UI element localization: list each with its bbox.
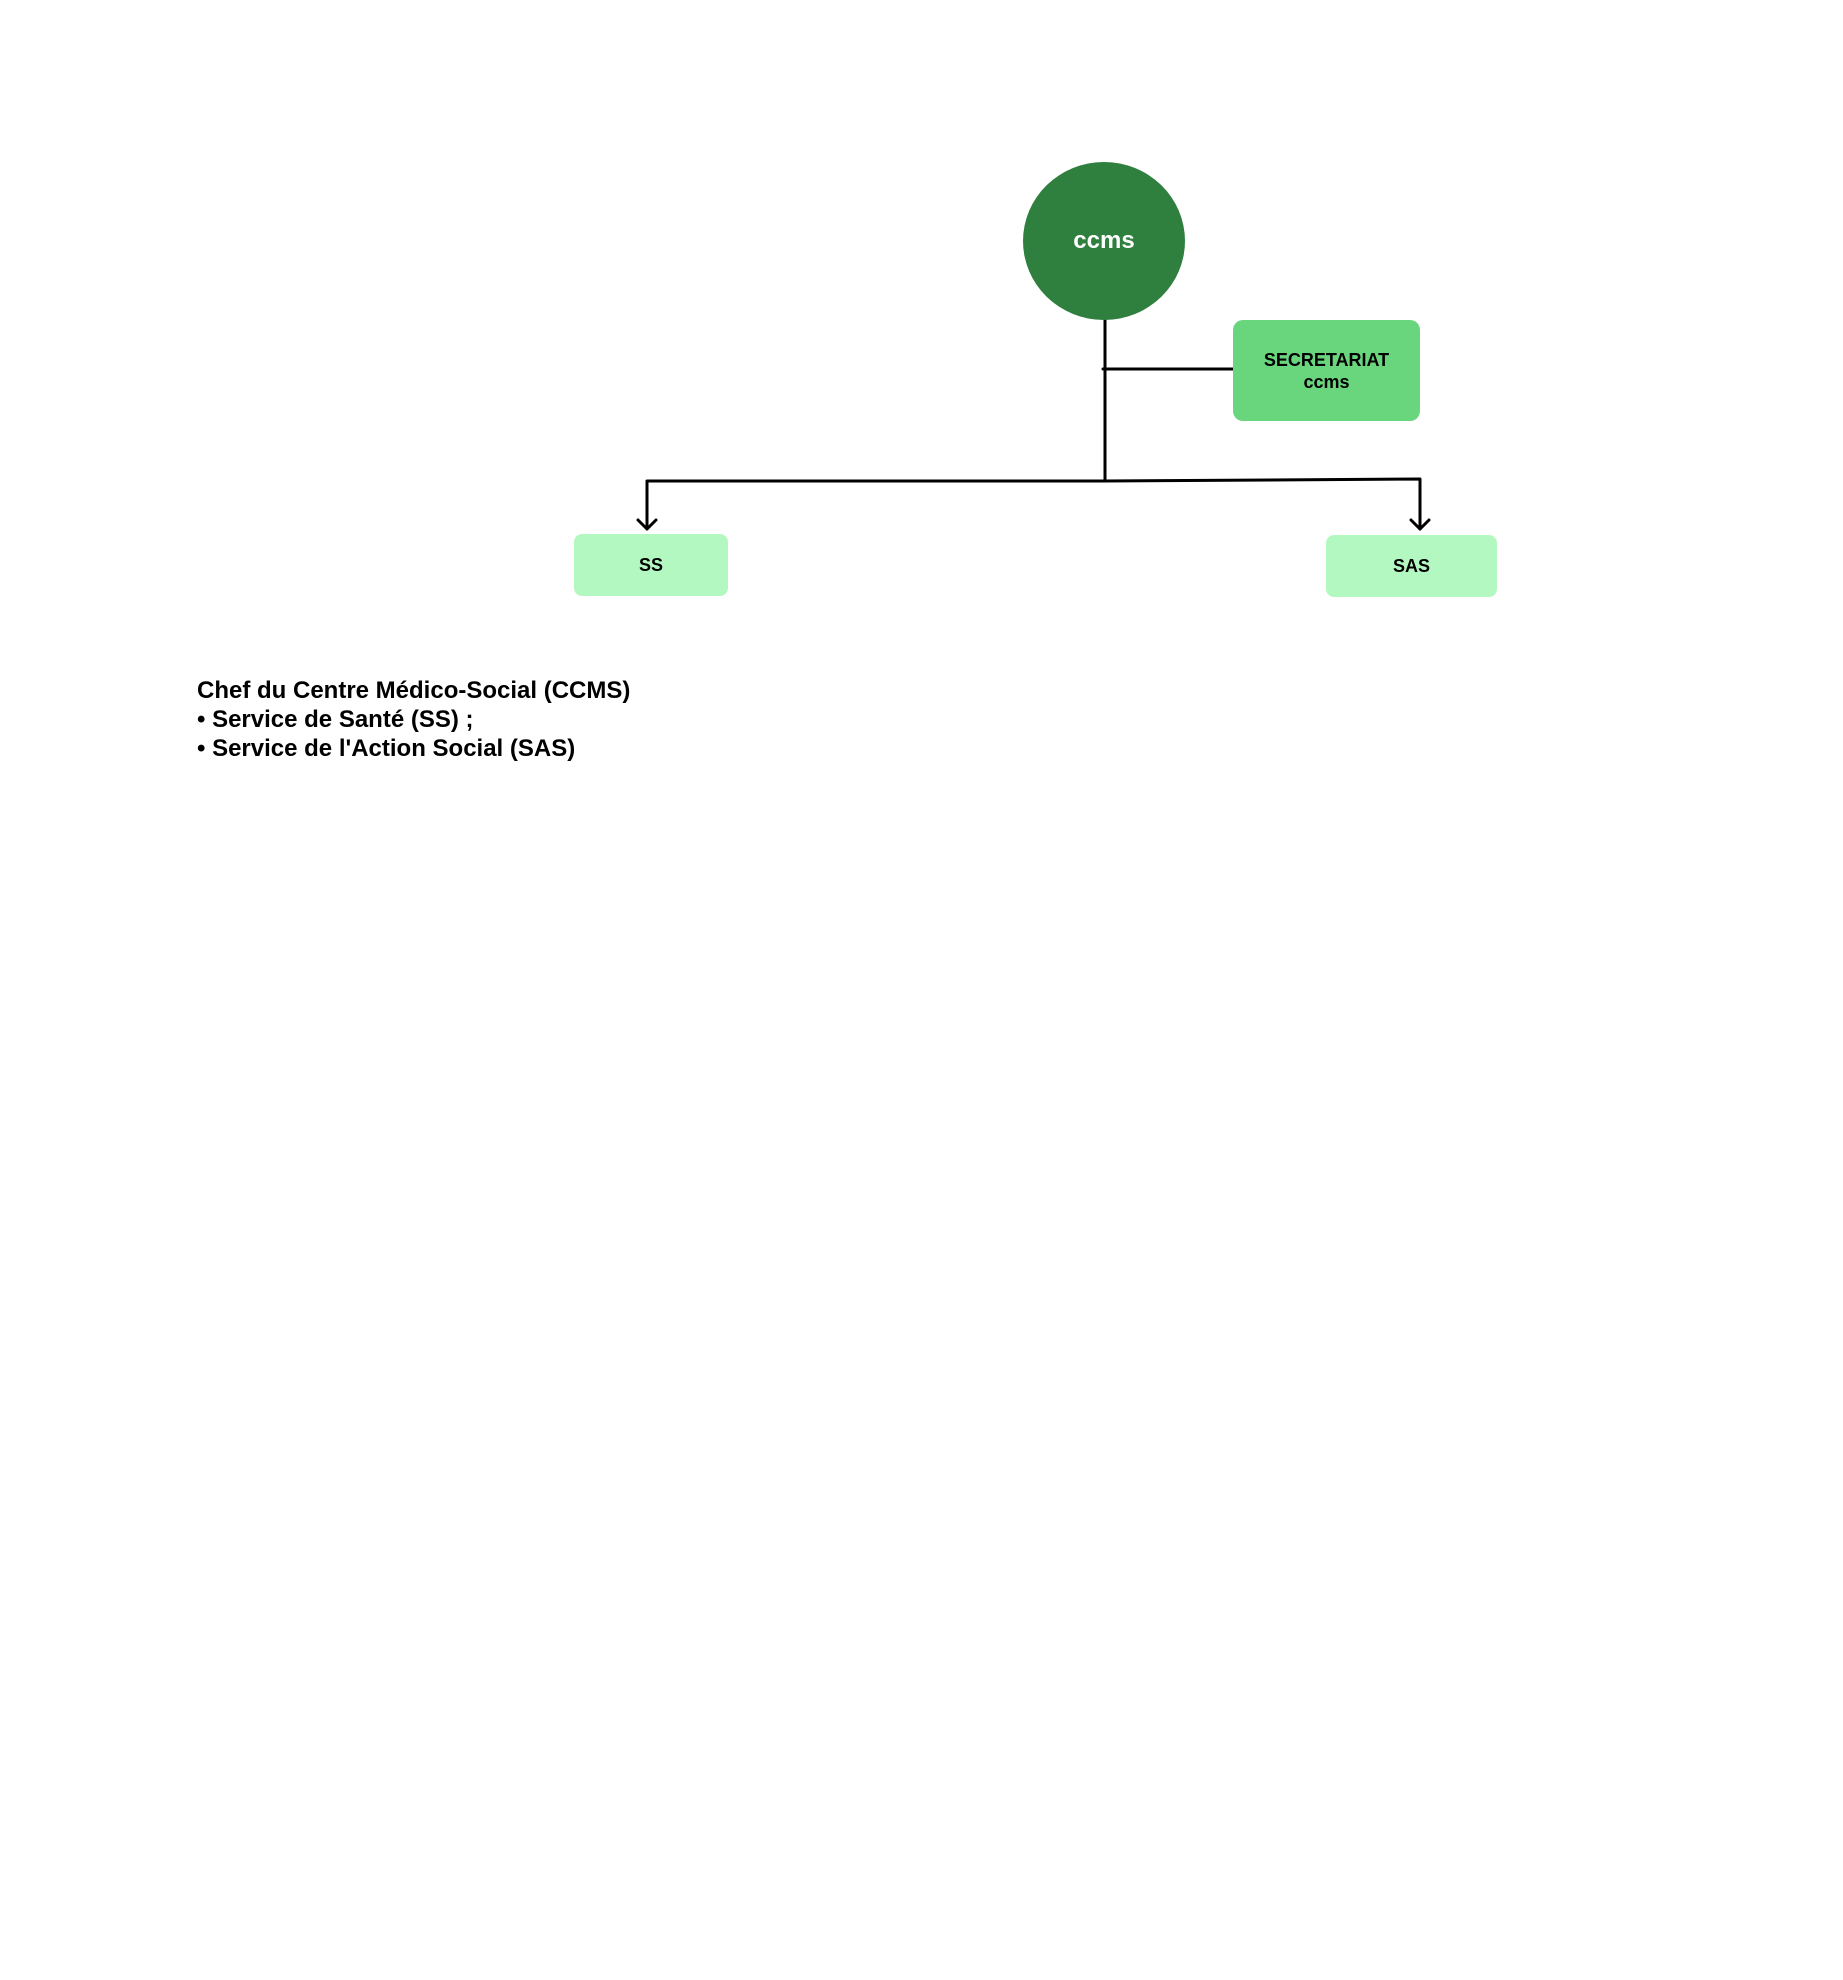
legend-text	[197, 676, 630, 763]
ss-label: SS	[638, 554, 663, 575]
legend-line-ss: • Service de Santé (SS) ;	[197, 706, 474, 733]
sas-branch-line	[1105, 479, 1420, 529]
sas-node	[1326, 535, 1497, 597]
sas-arrowhead	[1411, 520, 1429, 529]
secretariat-title: SECRETARIAT	[1263, 349, 1390, 370]
ccms-node	[1023, 162, 1185, 320]
ss-arrowhead	[638, 520, 656, 529]
ccms-label: ccms	[1073, 227, 1135, 254]
legend-line-sas: • Service de l'Action Social (SAS)	[197, 735, 576, 762]
secretariat-subtitle: ccms	[1303, 371, 1350, 392]
legend-line-ccms: Chef du Centre Médico-Social (CCMS)	[197, 677, 631, 704]
sas-label: SAS	[1392, 555, 1430, 576]
secretariat-node	[1233, 320, 1420, 421]
ss-branch-line	[647, 481, 1105, 529]
ss-node	[574, 534, 728, 596]
